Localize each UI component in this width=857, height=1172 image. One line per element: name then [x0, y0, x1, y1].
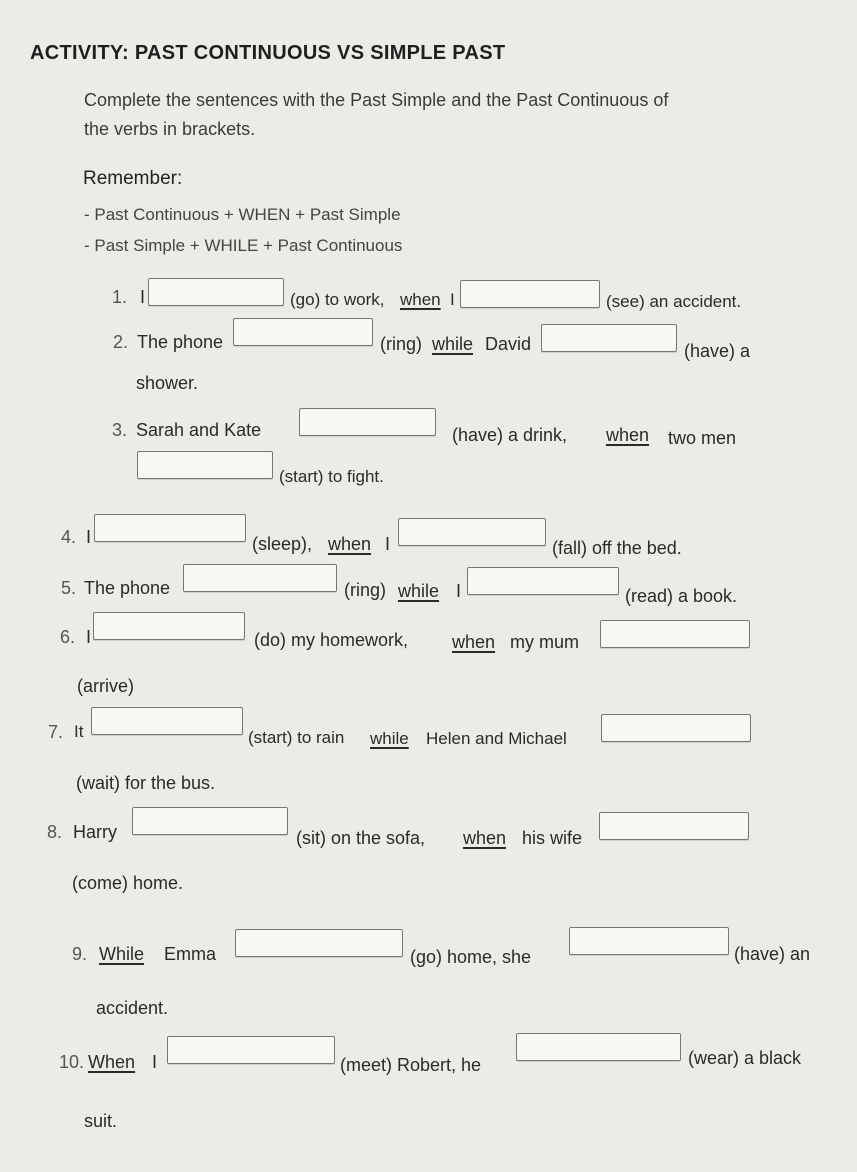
verb-hint: (read) a book.	[625, 586, 738, 606]
keyword-when: When	[88, 1052, 136, 1072]
answer-box-8a[interactable]	[132, 807, 288, 835]
sentence-number: 5.	[61, 578, 77, 598]
remember-rule-2: - Past Simple + WHILE + Past Continuous	[84, 236, 403, 255]
remember-heading: Remember:	[83, 168, 183, 189]
sentence-text: The phone	[84, 578, 171, 598]
answer-box-5a[interactable]	[183, 564, 337, 592]
sentence-text: The phone	[137, 332, 224, 352]
verb-hint: (fall) off the bed.	[552, 538, 682, 558]
sentence-text: Emma	[164, 944, 217, 964]
keyword-when: when	[452, 632, 496, 652]
keyword-when: when	[400, 290, 441, 309]
verb-hint: (come) home.	[72, 873, 184, 893]
sentence-text: Helen and Michael	[426, 729, 567, 748]
sentence-continuation: shower.	[136, 373, 199, 393]
answer-box-9b[interactable]	[569, 927, 729, 955]
sentence-text: I	[385, 534, 391, 554]
answer-box-3b[interactable]	[137, 451, 273, 479]
answer-box-8b[interactable]	[599, 812, 749, 840]
sentence-number: 6.	[60, 627, 76, 647]
instructions-line-2: the verbs in brackets.	[84, 119, 256, 139]
sentence-text: David	[485, 334, 532, 354]
keyword-when: when	[606, 425, 650, 445]
sentence-number: 4.	[61, 527, 77, 547]
sentence-text: It	[74, 722, 84, 741]
verb-hint: (start) to rain	[248, 728, 345, 747]
sentence-continuation: suit.	[84, 1111, 118, 1131]
sentence-text: two men	[668, 428, 737, 448]
sentence-text: Harry	[73, 822, 117, 842]
sentence-text: I	[456, 581, 462, 601]
sentence-text: his wife	[522, 828, 583, 848]
sentence-text: I	[450, 290, 455, 309]
answer-box-5b[interactable]	[467, 567, 619, 595]
verb-hint: (start) to fight.	[279, 467, 384, 486]
keyword-when: when	[328, 534, 372, 554]
answer-box-7b[interactable]	[601, 714, 751, 742]
answer-box-1a[interactable]	[148, 278, 284, 306]
verb-hint: (have) a drink,	[452, 425, 568, 445]
sentence-text: Sarah and Kate	[136, 420, 262, 440]
keyword-while: While	[99, 944, 145, 964]
answer-box-6b[interactable]	[600, 620, 750, 648]
answer-box-10b[interactable]	[516, 1033, 681, 1061]
sentence-number: 2.	[113, 332, 129, 352]
sentence-text: I	[86, 527, 92, 547]
answer-box-4a[interactable]	[94, 514, 246, 542]
verb-hint: (arrive)	[77, 676, 134, 696]
answer-box-4b[interactable]	[398, 518, 546, 546]
verb-hint: (sit) on the sofa,	[296, 828, 426, 848]
sentence-text: I	[86, 627, 92, 647]
page-title: ACTIVITY: PAST CONTINUOUS VS SIMPLE PAST	[30, 42, 506, 64]
keyword-when: when	[463, 828, 507, 848]
verb-hint: (ring)	[380, 334, 423, 354]
sentence-text: my mum	[510, 632, 579, 652]
sentence-number: 7.	[48, 722, 64, 742]
keyword-while: while	[398, 581, 440, 601]
sentence-text: I	[140, 287, 146, 307]
sentence-continuation: accident.	[96, 998, 169, 1018]
remember-rule-1: - Past Continuous + WHEN + Past Simple	[84, 205, 401, 224]
verb-hint: (ring)	[344, 580, 387, 600]
sentence-number: 10.	[59, 1052, 85, 1072]
verb-hint: (wear) a black	[688, 1048, 802, 1068]
answer-box-6a[interactable]	[93, 612, 245, 640]
keyword-while: while	[370, 729, 409, 748]
sentence-number: 3.	[112, 420, 128, 440]
answer-box-2b[interactable]	[541, 324, 677, 352]
instructions-line-1: Complete the sentences with the Past Simple and the Past Continuous of	[84, 90, 669, 110]
verb-hint: (have) a	[684, 341, 751, 361]
sentence-number: 8.	[47, 822, 63, 842]
verb-hint: (have) an	[734, 944, 811, 964]
verb-hint: (meet) Robert, he	[340, 1055, 482, 1075]
verb-hint: (do) my homework,	[254, 630, 409, 650]
sentence-number: 1.	[112, 287, 128, 307]
verb-hint: (go) to work,	[290, 290, 385, 309]
keyword-while: while	[432, 334, 474, 354]
verb-hint: (go) home, she	[410, 947, 532, 967]
verb-hint: (wait) for the bus.	[76, 773, 216, 793]
answer-box-10a[interactable]	[167, 1036, 335, 1064]
answer-box-9a[interactable]	[235, 929, 403, 957]
sentence-text: I	[152, 1052, 158, 1072]
answer-box-1b[interactable]	[460, 280, 600, 308]
verb-hint: (sleep),	[252, 534, 313, 554]
answer-box-2a[interactable]	[233, 318, 373, 346]
verb-hint: (see) an accident.	[606, 292, 742, 311]
answer-box-3a[interactable]	[299, 408, 436, 436]
answer-box-7a[interactable]	[91, 707, 243, 735]
sentence-number: 9.	[72, 944, 88, 964]
